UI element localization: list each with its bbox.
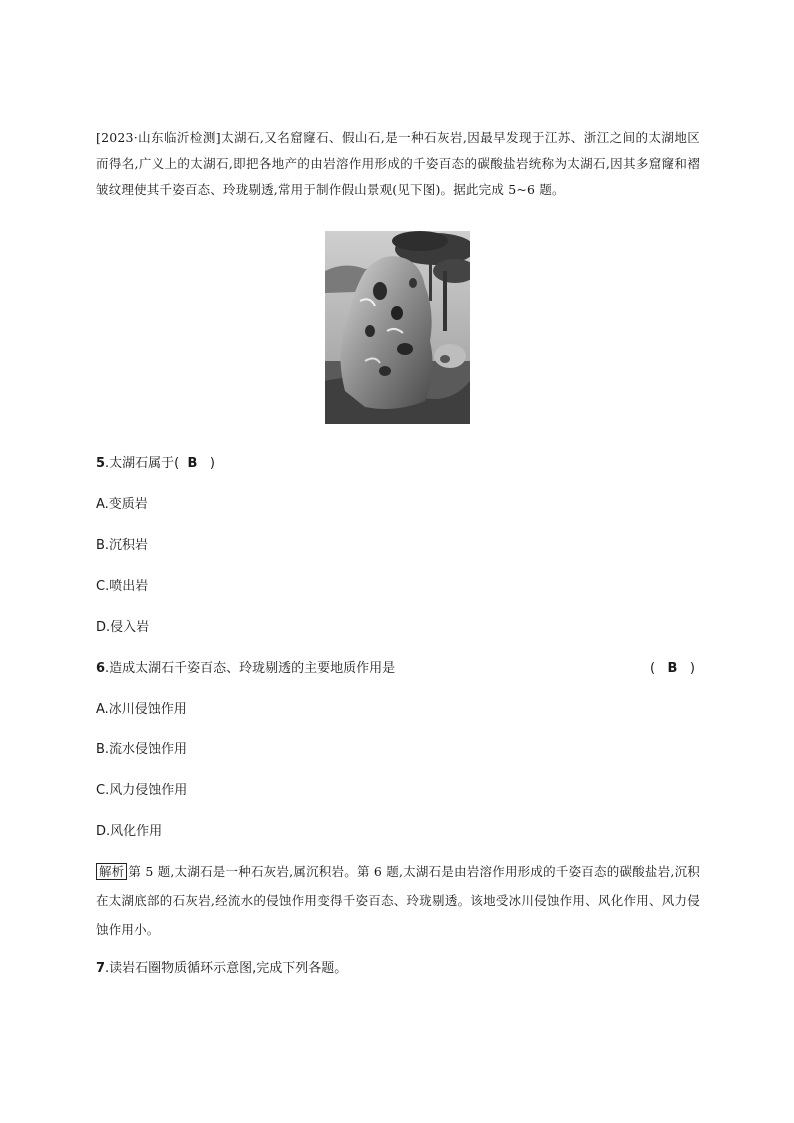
question-6-stem bbox=[96, 660, 395, 678]
question-7-number: 7 bbox=[96, 961, 106, 976]
analysis-text: 第 5 题,太湖石是一种石灰岩,属沉积岩。第 6 题,太湖石是由岩溶作用形成的千姿百态的碳酸盐岩,沉积在太湖底部的石灰岩,经流水的侵蚀作用变得千姿百态、玲珑剔透。该地受冰川侵蚀作用、风化作用、风力侵蚀作用小。 bbox=[96, 864, 700, 937]
analysis-tag: 解析 bbox=[96, 863, 127, 880]
question-5-text: .太湖石属于( bbox=[105, 456, 180, 471]
question-6-option-c: C.风力侵蚀作用 bbox=[96, 783, 188, 798]
question-6-number: 6 bbox=[96, 661, 106, 676]
question-5-number: 5 bbox=[96, 456, 106, 471]
question-6-option-d: D.风化作用 bbox=[96, 824, 163, 839]
intro-paragraph: [2023·山东临沂检测]太湖石,又名窟窿石、假山石,是一种石灰岩,因最早发现于江苏、浙江之间的太湖地区而得名,广义上的太湖石,即把各地产的由岩溶作用形成的千姿百态的碳酸盐岩统称为太湖石,因其多窟窿和褶皱纹理使其千姿百态、玲珑剔透,常用于制作假山景观(见下图)。据此完成 5~6 题。 bbox=[96, 130, 700, 197]
question-6-close: ) bbox=[689, 661, 695, 676]
question-5-option-a: A.变质岩 bbox=[96, 497, 148, 512]
question-7-text: .读岩石圈物质循环示意图,完成下列各题。 bbox=[105, 961, 348, 976]
question-5-option-c: C.喷出岩 bbox=[96, 579, 149, 594]
question-5-answer: B bbox=[187, 456, 198, 471]
question-5-close: ) bbox=[209, 456, 215, 471]
analysis-paragraph bbox=[96, 857, 700, 944]
question-6-text: .造成太湖石千姿百态、玲珑剔透的主要地质作用是 bbox=[105, 661, 396, 676]
taihu-stone-photo bbox=[325, 231, 470, 424]
question-6-answer-box bbox=[650, 660, 695, 678]
question-6-answer: B bbox=[667, 661, 678, 676]
question-6-option-b: B.流水侵蚀作用 bbox=[96, 742, 188, 757]
question-5-stem bbox=[96, 455, 215, 473]
question-6-open: ( bbox=[650, 661, 656, 676]
question-5-option-d: D.侵入岩 bbox=[96, 620, 150, 635]
question-5-option-b: B.沉积岩 bbox=[96, 538, 149, 553]
question-6-option-a: A.冰川侵蚀作用 bbox=[96, 702, 187, 717]
question-7-stem bbox=[96, 960, 347, 978]
